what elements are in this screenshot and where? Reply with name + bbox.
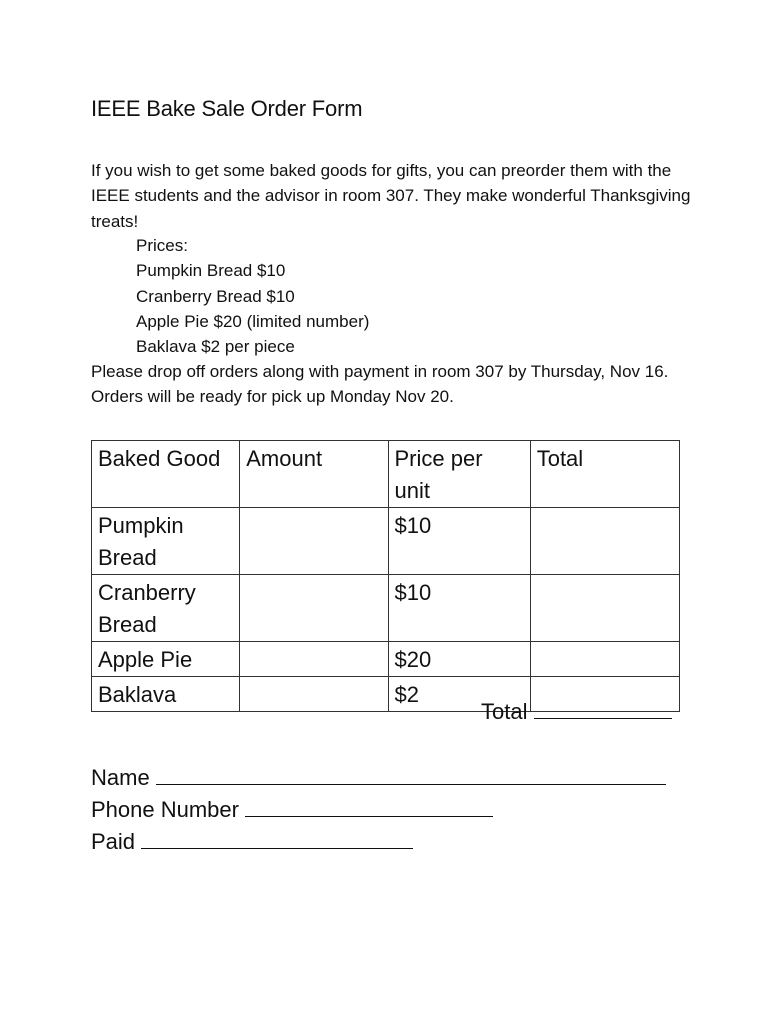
table-row <box>92 575 680 642</box>
page-title: IEEE Bake Sale Order Form <box>91 96 363 121</box>
grand-total <box>481 699 672 725</box>
cell-amount[interactable] <box>240 677 388 712</box>
contact-section <box>91 762 666 858</box>
phone-label: Phone Number <box>91 797 239 822</box>
dropoff-instructions: Please drop off orders along with payment in room 307 by Thursday, Nov 16. Orders will be ready for pick up Monday Nov 20. <box>91 362 669 407</box>
cell-price: $10 <box>388 508 530 575</box>
header-total: Total <box>530 441 679 508</box>
cell-price: $20 <box>388 642 530 677</box>
name-blank[interactable] <box>156 766 666 785</box>
phone-row <box>91 794 666 826</box>
cell-price: $2 <box>388 677 530 712</box>
price-list-item: Pumpkin Bread $10 <box>136 261 286 281</box>
paid-row <box>91 826 666 858</box>
cell-amount[interactable] <box>240 575 388 642</box>
cell-amount[interactable] <box>240 508 388 575</box>
table-header-row <box>92 441 680 508</box>
cell-total[interactable] <box>530 642 679 677</box>
cell-item: Cranberry Bread <box>92 575 240 642</box>
header-baked-good: Baked Good <box>92 441 240 508</box>
cell-item: Apple Pie <box>92 642 240 677</box>
grand-total-blank[interactable] <box>534 700 672 719</box>
name-label: Name <box>91 765 150 790</box>
cell-total[interactable] <box>530 575 679 642</box>
phone-blank[interactable] <box>245 798 493 817</box>
price-list-heading: Prices: <box>136 236 188 255</box>
table-row <box>92 642 680 677</box>
header-price-per-unit: Price per unit <box>388 441 530 508</box>
paid-blank[interactable] <box>141 830 413 849</box>
grand-total-label: Total <box>481 699 528 724</box>
header-amount: Amount <box>240 441 388 508</box>
paid-label: Paid <box>91 829 136 854</box>
table-row <box>92 508 680 575</box>
order-table <box>91 440 680 712</box>
intro-paragraph: If you wish to get some baked goods for gifts, you can preorder them with the IEEE students and the advisor in room 307. They make wonderful Thanksgiving treats! <box>91 161 691 231</box>
cell-amount[interactable] <box>240 642 388 677</box>
name-row <box>91 762 666 794</box>
cell-total[interactable] <box>530 508 679 575</box>
price-list-item: Apple Pie $20 (limited number) <box>136 311 370 331</box>
cell-item: Baklava <box>92 677 240 712</box>
cell-item: Pumpkin Bread <box>92 508 240 575</box>
price-list <box>136 233 369 359</box>
price-list-item: Cranberry Bread $10 <box>136 286 295 306</box>
cell-price: $10 <box>388 575 530 642</box>
price-list-item: Baklava $2 per piece <box>136 337 295 357</box>
